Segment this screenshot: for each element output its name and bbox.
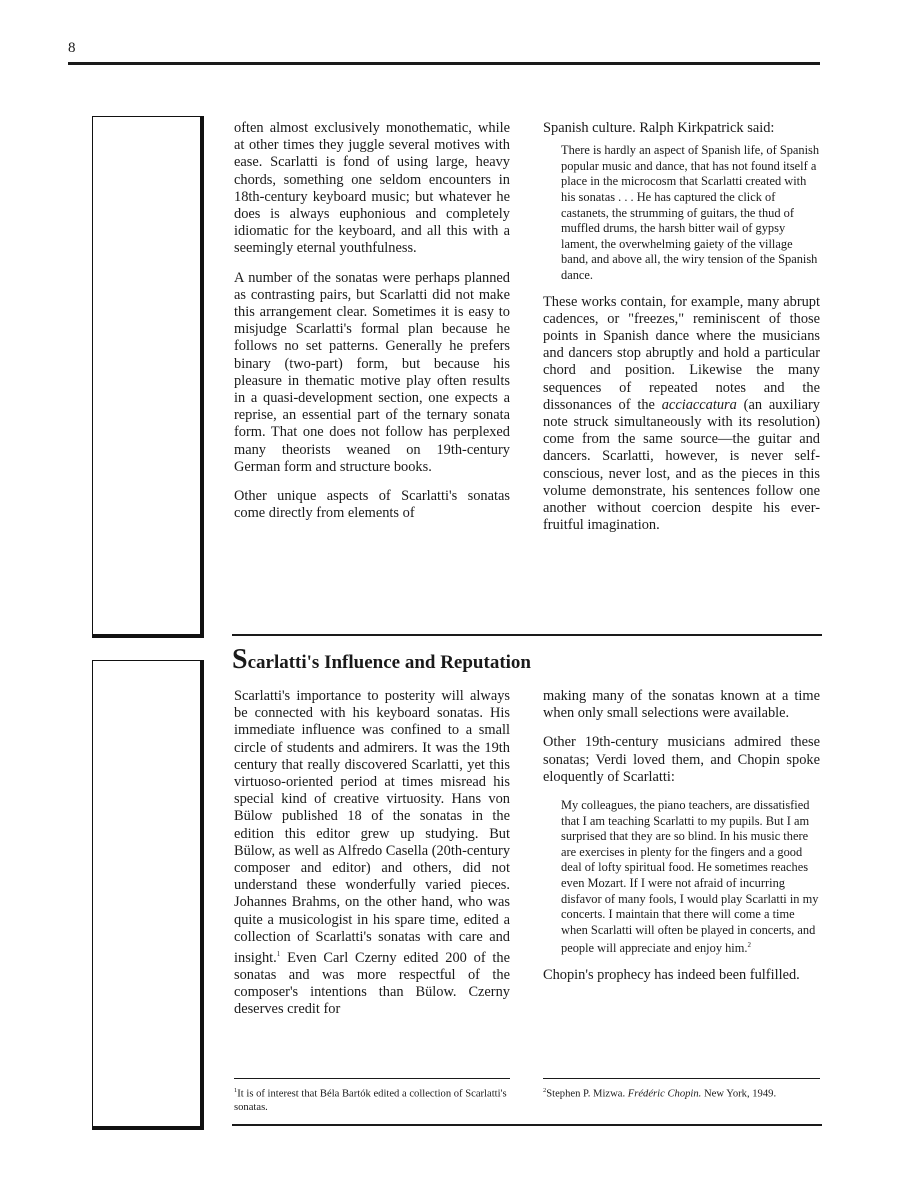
footnote-1 (234, 1084, 510, 1114)
block-quote: There is hardly an aspect of Spanish life, of Spanish popular music and dance, that has not found itself a place in the microcosm that Scarlatti created with his sonatas . . . He has captured the click of castanets, the strumming of guitars, the thud of muffled drums, the harsh bitter wail of gypsy lament, the overwhelming gaiety of the village band, and above all, the wiry tension of the Spanish dance. (561, 143, 820, 282)
section-rule (232, 634, 822, 636)
text-run: My colleagues, the piano teachers, are dissatisfied that I am teaching Scarlatti to my pupils. But I am surprised that they are so blind. In his music there are exercises in plenty for the fingers and a good deal of lofty spiritual food. He sometimes reaches even Mozart. If I were not afraid of incurring disfavor of many fools, I would play Scarlatti in my concerts. I maintain that there will come a time when Scarlatti will often be played in concerts, and people will appreciate and enjoy him. (561, 798, 819, 956)
footnote-title: Frédéric Chopin. (627, 1088, 702, 1100)
footnote-mark: 2 (747, 941, 751, 950)
heading-initial: S (232, 644, 248, 675)
lower-left-column (234, 688, 510, 1031)
italic-term: acciaccatura (661, 396, 737, 413)
text-run: Scarlatti's importance to posterity will always be connected with his keyboard sonatas. His immediate influence was confined to a small circle of students and admirers. It was the 19th century that really discovered Scarlatti, yet this virtuoso-oriented period at times misread his special kind of creative virtuosity. Hans von Bülow published 18 of the sonatas in the edition this editor grew up studying. But Bülow, as well as Alfredo Casella (20th-century composer and editor) and others, did not understand these wonderfully varied pieces. Johannes Brahms, on the other hand, who was quite a musicologist in his spare time, edited a collection of Scarlatti's sonatas with care and insight. (234, 688, 511, 966)
bottom-rule (232, 1124, 822, 1126)
paragraph (234, 688, 510, 1019)
paragraph (543, 294, 820, 535)
footnote-mark: 1 (276, 950, 281, 959)
footnote-2 (543, 1084, 820, 1101)
sidebar-box-bottom (92, 660, 204, 1130)
paragraph: often almost exclusively monothematic, while at other times they juggle several motives with ease. Scarlatti is fond of using large, heavy chords, something one seldom encounters in 18th-century keyboard music; but whatever he does is always euphonious and completely idiomatic for the keyboard, and all this with a seemingly eternal youthfulness. (234, 120, 510, 257)
upper-left-column (234, 120, 510, 534)
footnote-rule-left (234, 1078, 510, 1079)
text-run: These works contain, for example, many abrupt cadences, or "freezes," reminiscent of those points in Spanish dance where the musicians and dancers stop abruptly and hold a particular chord and position. Likewise the many sequences of repeated notes and the dissonances of the (543, 293, 820, 413)
text-run: (an auxiliary note struck simultaneously with its resolution) come from the same source—the guitar and dancers. Scarlatti, however, is never self-conscious, never lost, and as the pieces in this volume demonstrate, his sentences follow one another without coercion despite his ever-fruitful imagination. (543, 396, 820, 534)
footnote-text: It is of interest that Béla Bartók edited a collection of Scarlatti's sonatas. (234, 1088, 507, 1113)
paragraph: A number of the sonatas were perhaps planned as contrasting pairs, but Scarlatti did not make this arrangement clear. Sometimes it is easy to misjudge Scarlatti's formal plan because he follows no set patterns. Generally he prefers binary (two-part) form, but because his pleasure in thematic motive play often results in a quasi-development section, one expects a reprise, an essential part of the ternary sonata form. That one does not follow has perplexed many theorists weaned on 19th-century German form and structure books. (234, 269, 510, 475)
paragraph: Spanish culture. Ralph Kirkpatrick said: (543, 120, 775, 136)
top-rule (68, 62, 820, 65)
section-heading (232, 644, 531, 676)
paragraph: making many of the sonatas known at a time when only small selections were available. (543, 688, 820, 722)
footnote-rule-right (543, 1078, 820, 1079)
paragraph: Other 19th-century musicians admired these sonatas; Verdi loved them, and Chopin spoke eloquently of Scarlatti: (543, 734, 820, 785)
footnote-mark: 2 (543, 1087, 547, 1094)
sidebar-box-top (92, 116, 204, 638)
paragraph: Other unique aspects of Scarlatti's sonatas come directly from elements of (234, 488, 510, 522)
upper-right-column (543, 120, 820, 546)
page-number: 8 (68, 40, 76, 56)
footnote-mark: 1 (234, 1087, 238, 1094)
lower-right-column (543, 688, 820, 996)
footnote-text: New York, 1949. (703, 1088, 777, 1100)
text-run: Even Carl Czerny edited 200 of the sonatas and was more respectful of the composer's intentions than Bülow. Czerny deserves credit for (234, 949, 510, 1018)
footnote-author: Stephen P. Mizwa. (546, 1088, 626, 1100)
block-quote (561, 798, 820, 957)
paragraph: Chopin's prophecy has indeed been fulfilled. (543, 967, 800, 984)
heading-text: carlatti's Influence and Reputation (247, 652, 532, 673)
